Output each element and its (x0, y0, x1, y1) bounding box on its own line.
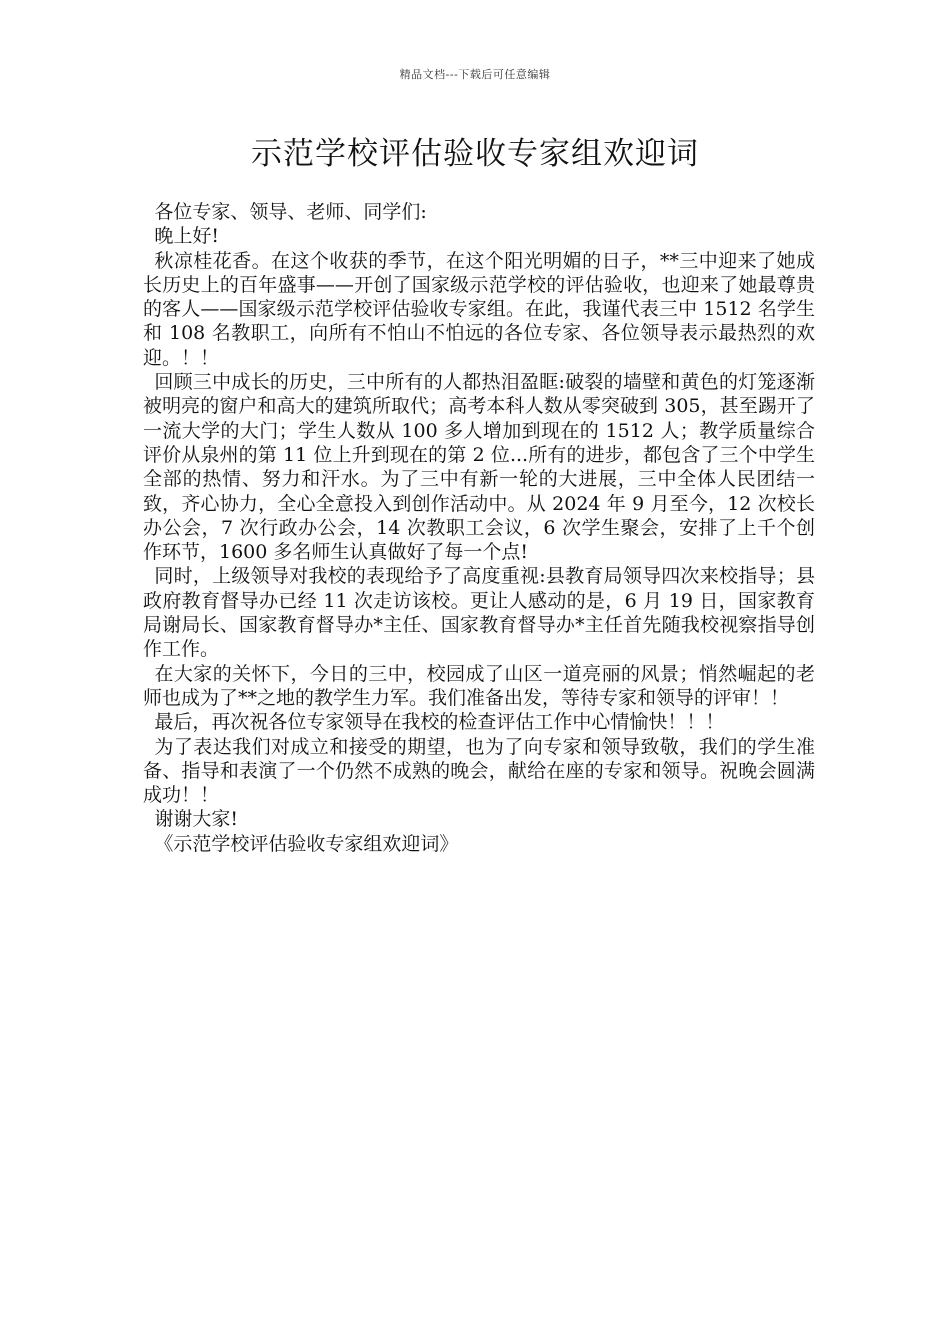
paragraph-support: 同时，上级领导对我校的表现给予了高度重视:县教育局领导四次来校指导；县政府教育督导办已经 11 次走访该校。更让人感动的是，6 月 19 日，国家教育局谢局长、国家教育督导办*主任、国家教育督导办*主任首先随我校视察指导创作工作。 (143, 565, 815, 661)
closing-thanks: 谢谢大家! (154, 808, 239, 831)
salutation: 各位专家、领导、老师、同学们: (154, 201, 427, 223)
paragraph-welcome: 秋凉桂花香。在这个收获的季节，在这个阳光明媚的日子，**三中迎来了她成长历史上的百年盛事——开创了国家级示范学校的评估验收，也迎来了她最尊贵的客人——国家级示范学校评估验收专家组。在此，我谨代表三中 1512 名学生和 108 名教职工，向所有不怕山不怕远的各位专家、各位领导表示最热烈的欢迎。！！ (143, 249, 815, 369)
paragraph-today: 在大家的关怀下，今日的三中，校园成了山区一道亮丽的风景；悄然崛起的老师也成为了**之地的教学生力军。我们准备出发，等待专家和领导的评审！！ (143, 662, 815, 709)
paragraph-history: 回顾三中成长的历史，三中所有的人都热泪盈眶:破裂的墙壁和黄色的灯笼逐渐被明亮的窗户和高大的建筑所取代；高考本科人数从零突破到 305，甚至踢开了一流大学的大门；学生人数从 100 多人增加到现在的 1512 人；教学质量综合评价从泉州的第 11 位上升到现在的第 2 位...所有的进步，都包含了三个中学生全部的热情、努力和汗水。为了三中有新一轮的大进展，三中全体人民团结一致，齐心协力，全心全意投入到创作活动中。从 2024 年 9 月至今，12 次校长办公会，7 次行政办公会，14 次教职工会议，6 次学生聚会，安排了上千个创作环节，1600 多名师生认真做好了每一个点! (143, 371, 815, 564)
paragraph-wishes: 最后，再次祝各位专家领导在我校的检查评估工作中心情愉快！！！ (154, 711, 725, 734)
header-note: 精品文档---下载后可任意编辑 (399, 68, 551, 81)
paragraph-gala: 为了表达我们对成立和接受的期望，也为了向专家和领导致敬，我们的学生准备、指导和表演了一个仍然不成熟的晚会，献给在座的专家和领导。祝晚会圆满成功！！ (143, 735, 815, 807)
closing-title: 《示范学校评估验收专家组欢迎词》 (154, 832, 459, 855)
greeting: 晚上好! (154, 225, 220, 248)
document-body (143, 200, 815, 856)
page-title: 示范学校评估验收专家组欢迎词 (251, 136, 699, 172)
